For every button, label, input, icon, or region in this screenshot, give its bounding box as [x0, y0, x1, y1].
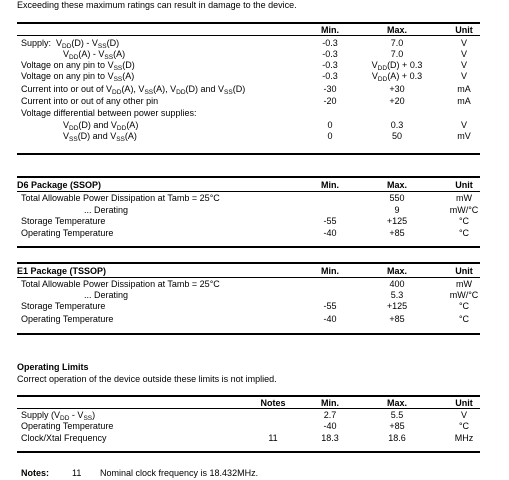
- e1-top-rule: [17, 262, 480, 264]
- op-header-notes: Notes: [260, 398, 286, 408]
- d6-row-unit: °C: [458, 228, 470, 238]
- d6-row-max: 550: [389, 193, 405, 203]
- amr-row-max: +20: [389, 96, 405, 106]
- amr-row-min: -0.3: [322, 71, 338, 81]
- footnote-number: 11: [72, 468, 82, 478]
- d6-row-unit: mW/°C: [449, 205, 479, 215]
- op-bottom-rule: [17, 451, 480, 453]
- d6-row-max: +125: [386, 216, 408, 226]
- op-row-operating-temp: Operating Temperature: [21, 421, 114, 431]
- op-row-notes: 11: [268, 433, 278, 443]
- e1-row-unit: °C: [458, 314, 470, 324]
- d6-title: D6 Package (SSOP): [17, 180, 102, 190]
- amr-row-pin-vssa: Voltage on any pin to $V_{SS}(A)$: [21, 71, 135, 83]
- d6-row-unit: mW: [456, 193, 472, 203]
- footnote-label: Notes:: [21, 468, 50, 478]
- amr-row-min: -0.3: [322, 60, 338, 70]
- amr-row-supply-a: $V_{DD}(A) - V_{SS}(A)$: [63, 49, 126, 61]
- amr-row-unit: V: [460, 49, 467, 59]
- amr-row-max: $V_{DD}(A) + 0.3$: [371, 71, 423, 83]
- amr-row-min: 0: [327, 120, 333, 130]
- amr-row-max: 0.3: [390, 120, 404, 130]
- op-header-unit: Unit: [455, 398, 473, 408]
- amr-row-unit: V: [460, 38, 467, 48]
- op-row-min: 18.3: [321, 433, 339, 443]
- e1-title: E1 Package (TSSOP): [17, 266, 107, 276]
- op-row-min: 2.7: [323, 410, 337, 420]
- e1-header-min: Min.: [321, 266, 339, 276]
- amr-row-max: +30: [389, 84, 405, 94]
- e1-row-unit: mW: [456, 279, 472, 289]
- e1-row-operating-temp: Operating Temperature: [21, 314, 114, 324]
- e1-row-min: -55: [323, 301, 337, 311]
- d6-row-max: 9: [394, 205, 400, 215]
- op-row-unit: °C: [458, 421, 470, 431]
- e1-row-max: 5.3: [390, 290, 404, 300]
- d6-row-storage-temp: Storage Temperature: [21, 216, 106, 226]
- amr-row-current-other: Current into or out of any other pin: [21, 96, 159, 106]
- d6-header-max: Max.: [386, 180, 407, 190]
- d6-header-unit: Unit: [455, 180, 473, 190]
- amr-row-unit: mA: [457, 96, 471, 106]
- op-title: Operating Limits: [17, 362, 89, 372]
- e1-row-unit: °C: [458, 301, 470, 311]
- d6-row-min: -55: [323, 216, 337, 226]
- amr-row-max: 7.0: [390, 49, 404, 59]
- amr-row-unit: V: [460, 71, 467, 81]
- amr-row-unit: mA: [457, 84, 471, 94]
- e1-row-max: +125: [386, 301, 408, 311]
- amr-row-min: -30: [323, 84, 337, 94]
- d6-row-unit: °C: [458, 216, 470, 226]
- d6-row-min: -40: [323, 228, 337, 238]
- d6-row-power-dissipation: Total Allowable Power Dissipation at Tamb = 25°C: [21, 193, 220, 203]
- e1-header-unit: Unit: [455, 266, 473, 276]
- op-row-unit: V: [460, 410, 467, 420]
- amr-header-min: Min.: [321, 25, 339, 35]
- op-header-max: Max.: [386, 398, 407, 408]
- op-row-max: 18.6: [388, 433, 406, 443]
- d6-header-min: Min.: [321, 180, 339, 190]
- amr-header-unit: Unit: [455, 25, 473, 35]
- op-subtitle: Correct operation of the device outside these limits is not implied.: [17, 374, 277, 384]
- op-row-supply: Supply $(V_{DD} - V_{SS})$: [21, 410, 96, 422]
- d6-row-derating: ... Derating: [84, 205, 129, 215]
- amr-row-max: 50: [391, 131, 402, 141]
- amr-row-vdd-diff: $V_{DD}(D)$ and $V_{DD}(A)$: [63, 120, 139, 132]
- op-row-clock-freq: Clock/Xtal Frequency: [21, 433, 107, 443]
- amr-header-max: Max.: [386, 25, 407, 35]
- op-header-min: Min.: [321, 398, 339, 408]
- op-row-max: +85: [389, 421, 405, 431]
- e1-bottom-rule: [17, 333, 480, 335]
- d6-top-rule: [17, 176, 480, 178]
- amr-row-current-supply: Current into or out of $V_{DD}(A)$, $V_{SS}(A)$, $V_{DD}(D)$ and $V_{SS}(D)$: [21, 84, 246, 96]
- e1-row-storage-temp: Storage Temperature: [21, 301, 106, 311]
- intro-text: Exceeding these maximum ratings can result in damage to the device.: [17, 0, 297, 10]
- e1-row-min: -40: [323, 314, 337, 324]
- op-row-min: -40: [323, 421, 337, 431]
- e1-row-max: 400: [389, 279, 405, 289]
- amr-row-pin-vssd: Voltage on any pin to $V_{SS}(D)$: [21, 60, 135, 72]
- op-row-unit: MHz: [454, 433, 474, 443]
- amr-row-supply-d: Supply: $V_{DD}(D) - V_{SS}(D)$: [21, 38, 120, 50]
- amr-row-unit: V: [460, 120, 467, 130]
- amr-row-min: -0.3: [322, 38, 338, 48]
- op-row-max: 5.5: [390, 410, 404, 420]
- d6-row-operating-temp: Operating Temperature: [21, 228, 114, 238]
- amr-row-min: 0: [327, 131, 333, 141]
- amr-row-unit: V: [460, 60, 467, 70]
- d6-header-rule: [17, 191, 480, 192]
- amr-top-rule: [17, 22, 480, 24]
- e1-row-unit: mW/°C: [449, 290, 479, 300]
- amr-row-min: -0.3: [322, 49, 338, 59]
- e1-row-power-dissipation: Total Allowable Power Dissipation at Tamb = 25°C: [21, 279, 220, 289]
- amr-bottom-rule: [17, 153, 480, 155]
- d6-row-max: +85: [389, 228, 405, 238]
- amr-row-unit: mV: [457, 131, 471, 141]
- d6-bottom-rule: [17, 246, 480, 248]
- op-header-rule: [17, 408, 480, 409]
- amr-row-voltage-diff: Voltage differential between power supplies:: [21, 108, 197, 118]
- amr-row-vss-diff: $V_{SS}(D)$ and $V_{SS}(A)$: [63, 131, 137, 143]
- amr-row-max: $V_{DD}(D) + 0.3$: [371, 60, 423, 72]
- amr-header-rule: [17, 35, 480, 36]
- e1-row-derating: ... Derating: [84, 290, 129, 300]
- amr-row-max: 7.0: [390, 38, 404, 48]
- e1-header-max: Max.: [386, 266, 407, 276]
- footnote-text: Nominal clock frequency is 18.432MHz.: [100, 468, 259, 478]
- amr-row-min: -20: [323, 96, 337, 106]
- e1-row-max: +85: [389, 314, 405, 324]
- op-top-rule: [17, 395, 480, 397]
- e1-header-rule: [17, 277, 480, 278]
